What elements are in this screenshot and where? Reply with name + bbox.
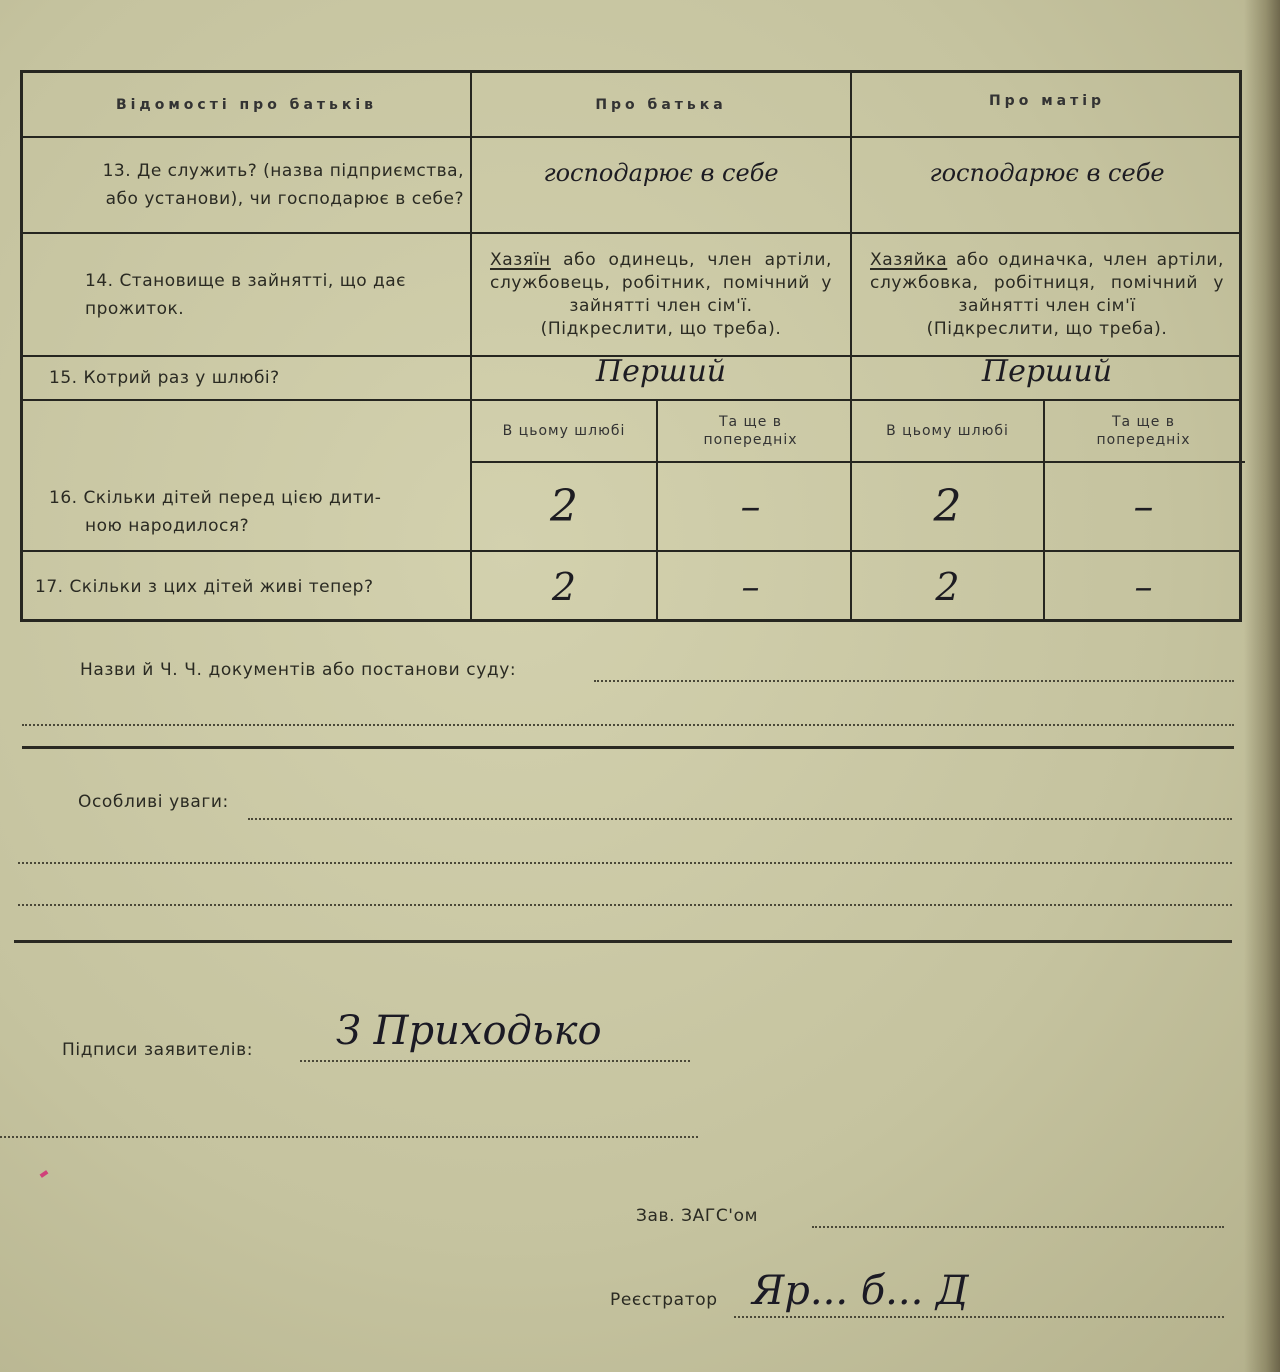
question-13-line2: або установи), чи господарює в себе? — [105, 189, 464, 209]
documents-field-line-2[interactable] — [22, 724, 1234, 726]
header-father: Про батька — [595, 96, 727, 113]
head-of-registry-label: Зав. ЗАГС'ом — [636, 1206, 759, 1226]
answer-16-mother-this: 2 — [933, 481, 962, 532]
applicant-signature: З Приходько — [336, 1008, 602, 1054]
header-mother: Про матір — [988, 92, 1106, 109]
answer-17-mother-this: 2 — [935, 565, 960, 609]
answer-17-father-previous: – — [741, 566, 760, 608]
section-rule — [14, 940, 1232, 943]
question-14-line1: 14. Становище в зайнятті, що дає — [85, 270, 407, 291]
answer-15-father: Перший — [595, 353, 727, 389]
section-rule — [22, 746, 1234, 749]
answer-13-mother: господарює в себе — [929, 159, 1165, 187]
question-14 — [23, 234, 470, 355]
options-14-mother — [852, 234, 1242, 355]
question-14-line2: прожиток. — [85, 298, 185, 319]
ink-mark — [40, 1170, 49, 1178]
documents-label: Назви й Ч. Ч. документів або постанови суду: — [80, 660, 517, 680]
subheader-father-this-marriage: В цьому шлюбі — [502, 423, 626, 439]
question-15: 15. Котрий раз у шлюбі? — [49, 368, 280, 388]
question-17: 17. Скільки з цих дітей живі тепер? — [35, 577, 374, 597]
answer-16-father-previous: – — [740, 483, 761, 530]
page-edge-shadow — [1244, 0, 1280, 1372]
question-16-line2: ною народилося? — [85, 515, 250, 536]
header-parents-info: Відомості про батьків — [115, 96, 378, 113]
question-13-line1: 13. Де служить? (назва підприємства, — [102, 161, 464, 181]
documents-field-line[interactable] — [594, 680, 1234, 682]
notes-field-line-2[interactable] — [18, 862, 1232, 864]
head-of-registry-field-line[interactable] — [812, 1226, 1224, 1228]
signatures-field-line[interactable] — [300, 1060, 690, 1062]
options-father-rest: або одинець, член артіли, службовець, робітник, помічний у зайнятті член сім'ї. — [490, 249, 832, 316]
question-13 — [23, 138, 470, 232]
registrar-label: Реєстратор — [610, 1290, 718, 1310]
parents-info-table — [20, 70, 1242, 622]
answer-13-father: господарює в себе — [543, 159, 779, 187]
options-14-mother-text — [866, 249, 1228, 318]
subheader-mother-this-marriage: В цьому шлюбі — [886, 423, 1009, 439]
answer-17-father-this: 2 — [551, 565, 577, 609]
underlined-option-father: Хазяїн — [490, 249, 551, 270]
signatures-label: Підписи заявителів: — [62, 1040, 254, 1060]
subheader-mother-previous: Та ще в попередніх — [1096, 414, 1191, 448]
notes-label: Особливі уваги: — [78, 792, 229, 812]
options-14-father-text — [486, 249, 836, 318]
answer-16-father-this: 2 — [550, 481, 578, 532]
notes-field-line-3[interactable] — [18, 904, 1232, 906]
options-14-father — [472, 234, 850, 355]
notes-field-line[interactable] — [248, 818, 1232, 820]
signatures-field-line-2[interactable] — [0, 1136, 698, 1138]
answer-17-mother-previous: – — [1134, 566, 1153, 608]
question-16-line1: 16. Скільки дітей перед цією дити- — [49, 487, 382, 508]
registrar-field-line[interactable] — [734, 1316, 1224, 1318]
note-14-mother: (Підкреслити, що треба). — [926, 318, 1168, 339]
note-14-father: (Підкреслити, що треба). — [540, 318, 782, 339]
registrar-signature: Яр... б... Д — [752, 1268, 969, 1314]
answer-15-mother: Перший — [981, 353, 1113, 389]
subheader-father-previous: Та ще в попередніх — [703, 414, 798, 448]
answer-16-mother-previous: – — [1133, 483, 1154, 530]
options-mother-rest: або одиначка, член артіли, службовка, робітниця, помічний у зайнятті член сім'ї — [870, 249, 1224, 316]
question-16 — [23, 463, 470, 550]
underlined-option-mother: Хазяйка — [870, 249, 948, 270]
